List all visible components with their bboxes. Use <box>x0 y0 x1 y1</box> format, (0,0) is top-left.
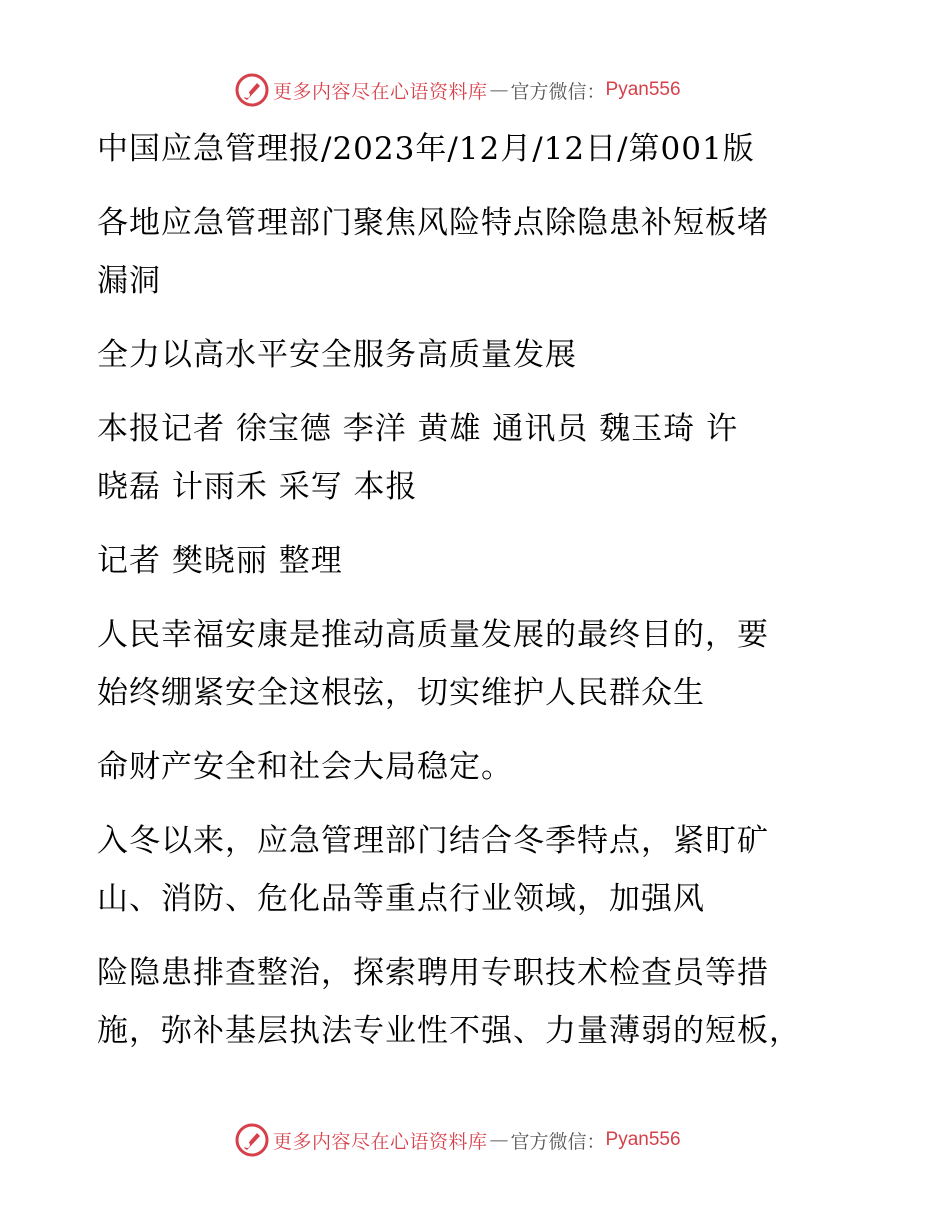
paragraph-line: 始终绷紧安全这根弦，切实维护人民群众生 <box>97 675 705 711</box>
byline <box>97 400 832 516</box>
byline-line: 晓磊 计雨禾 采写 本报 <box>97 469 418 505</box>
subheadline: 全力以高水平安全服务高质量发展 <box>97 337 577 373</box>
paragraph <box>97 738 832 796</box>
paragraph-line: 命财产安全和社会大局稳定。 <box>97 749 513 785</box>
byline-line: 本报记者 徐宝德 李洋 黄雄 通讯员 魏玉琦 许 <box>97 411 739 447</box>
footer-watermark-banner <box>235 1122 681 1158</box>
paragraph <box>97 606 832 722</box>
paragraph-line: 人民幸福安康是推动高质量发展的最终目的，要 <box>97 617 769 653</box>
wechat-label: 官方微信： <box>510 1130 606 1153</box>
headline-line: 各地应急管理部门聚焦风险特点除隐患补短板堵 <box>97 205 769 241</box>
separator: — <box>489 1129 509 1151</box>
separator: — <box>489 79 509 101</box>
headline <box>97 194 832 310</box>
editor-line: 记者 樊晓丽 整理 <box>97 543 343 579</box>
paragraph-line: 入冬以来，应急管理部门结合冬季特点，紧盯矿 <box>97 823 769 859</box>
pen-logo-icon <box>235 73 269 107</box>
promo-text: 更多内容尽在心语资料库 <box>273 1130 488 1153</box>
headline-line: 漏洞 <box>97 263 161 299</box>
paragraph-line: 施，弥补基层执法专业性不强、力量薄弱的短板， <box>97 1013 801 1049</box>
paragraph-line: 险隐患排查整治，探索聘用专职技术检查员等措 <box>97 955 769 991</box>
paragraph-line: 山、消防、危化品等重点行业领域，加强风 <box>97 881 705 917</box>
paragraph <box>97 944 832 1060</box>
paragraph <box>97 812 832 928</box>
header-watermark-banner <box>235 72 681 108</box>
wechat-label: 官方微信： <box>510 80 606 103</box>
source-line: 中国应急管理报/2023年/12月/12日/第001版 <box>97 131 755 167</box>
wechat-id: Pyan556 <box>605 79 681 100</box>
promo-text: 更多内容尽在心语资料库 <box>273 80 488 103</box>
pen-logo-icon <box>235 1123 269 1157</box>
wechat-id: Pyan556 <box>605 1129 681 1150</box>
article-body <box>97 120 832 1076</box>
